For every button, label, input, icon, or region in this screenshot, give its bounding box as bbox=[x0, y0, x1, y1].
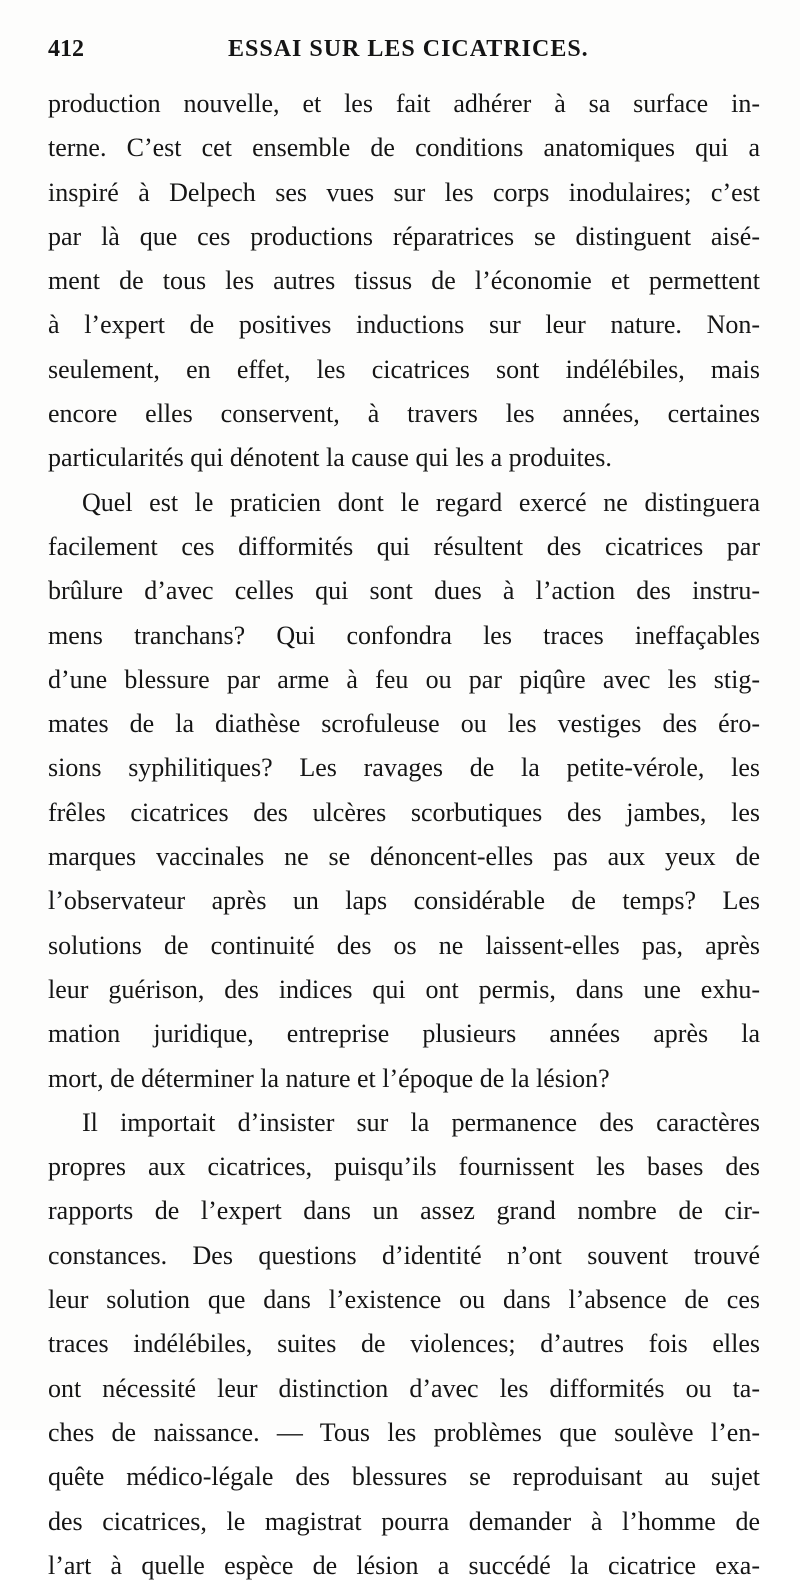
text-line: mates de la diathèse scrofuleuse ou les vestiges des éro- bbox=[48, 709, 760, 739]
text-line: facilement ces difformités qui résultent des cicatrices par bbox=[48, 531, 760, 561]
text-line: Il importait d’insister sur la permanence des caractères bbox=[82, 1107, 760, 1137]
text-line: traces indélébiles, suites de violences; d’autres fois elles bbox=[48, 1329, 760, 1359]
text-line: constances. Des questions d’identité n’ont souvent trouvé bbox=[48, 1240, 760, 1270]
text-line: sions syphilitiques? Les ravages de la petite-vérole, les bbox=[48, 753, 760, 783]
text-line: l’observateur après un laps considérable de temps? Les bbox=[48, 886, 760, 916]
text-line: leur guérison, des indices qui ont permis, dans une exhu- bbox=[48, 974, 760, 1004]
text-line: ches de naissance. — Tous les problèmes que soulève l’en- bbox=[48, 1417, 760, 1447]
text-line: production nouvelle, et les fait adhérer à sa surface in- bbox=[48, 89, 760, 118]
text-line: par là que ces productions réparatrices se distinguent aisé- bbox=[48, 221, 760, 251]
text-line: quête médico-légale des blessures se reproduisant au sujet bbox=[48, 1462, 760, 1492]
text-line: rapports de l’expert dans un assez grand nombre de cir- bbox=[48, 1196, 760, 1226]
text-line: Quel est le praticien dont le regard exercé ne distinguera bbox=[82, 487, 760, 517]
text-line: seulement, en effet, les cicatrices sont indélébiles, mais bbox=[48, 354, 760, 384]
text-line: terne. C’est cet ensemble de conditions anatomiques qui a bbox=[48, 133, 760, 163]
text-line: mation juridique, entreprise plusieurs années après la bbox=[48, 1019, 760, 1049]
text-line: particularités qui dénotent la cause qui les a produites. bbox=[48, 443, 612, 473]
body-text bbox=[48, 82, 760, 1588]
page-number: 412 bbox=[48, 36, 84, 62]
text-line: d’une blessure par arme à feu ou par piqûre avec les stig- bbox=[48, 664, 760, 694]
text-line: à l’expert de positives inductions sur leur nature. Non- bbox=[48, 310, 760, 340]
text-line: ment de tous les autres tissus de l’économie et permettent bbox=[48, 266, 760, 296]
text-line: des cicatrices, le magistrat pourra demander à l’homme de bbox=[48, 1506, 760, 1536]
text-line: brûlure d’avec celles qui sont dues à l’action des instru- bbox=[48, 576, 760, 606]
running-head bbox=[48, 36, 760, 76]
text-line: l’art à quelle espèce de lésion a succédé la cicatrice exa- bbox=[48, 1550, 760, 1580]
text-line: propres aux cicatrices, puisqu’ils fournissent les bases des bbox=[48, 1152, 760, 1182]
text-line: mens tranchans? Qui confondra les traces ineffaçables bbox=[48, 620, 760, 650]
text-line: marques vaccinales ne se dénoncent-elles pas aux yeux de bbox=[48, 842, 760, 872]
text-line: encore elles conservent, à travers les années, certaines bbox=[48, 399, 760, 429]
running-head-title: ESSAI SUR LES CICATRICES. bbox=[228, 36, 589, 62]
text-line: leur solution que dans l’existence ou dans l’absence de ces bbox=[48, 1285, 760, 1315]
text-line: inspiré à Delpech ses vues sur les corps inodulaires; c’est bbox=[48, 177, 760, 207]
text-line: ont nécessité leur distinction d’avec les difformités ou ta- bbox=[48, 1373, 760, 1403]
text-line: solutions de continuité des os ne laissent-elles pas, après bbox=[48, 930, 760, 960]
text-line: mort, de déterminer la nature et l’époque de la lésion? bbox=[48, 1063, 610, 1093]
text-line: frêles cicatrices des ulcères scorbutiques des jambes, les bbox=[48, 797, 760, 827]
